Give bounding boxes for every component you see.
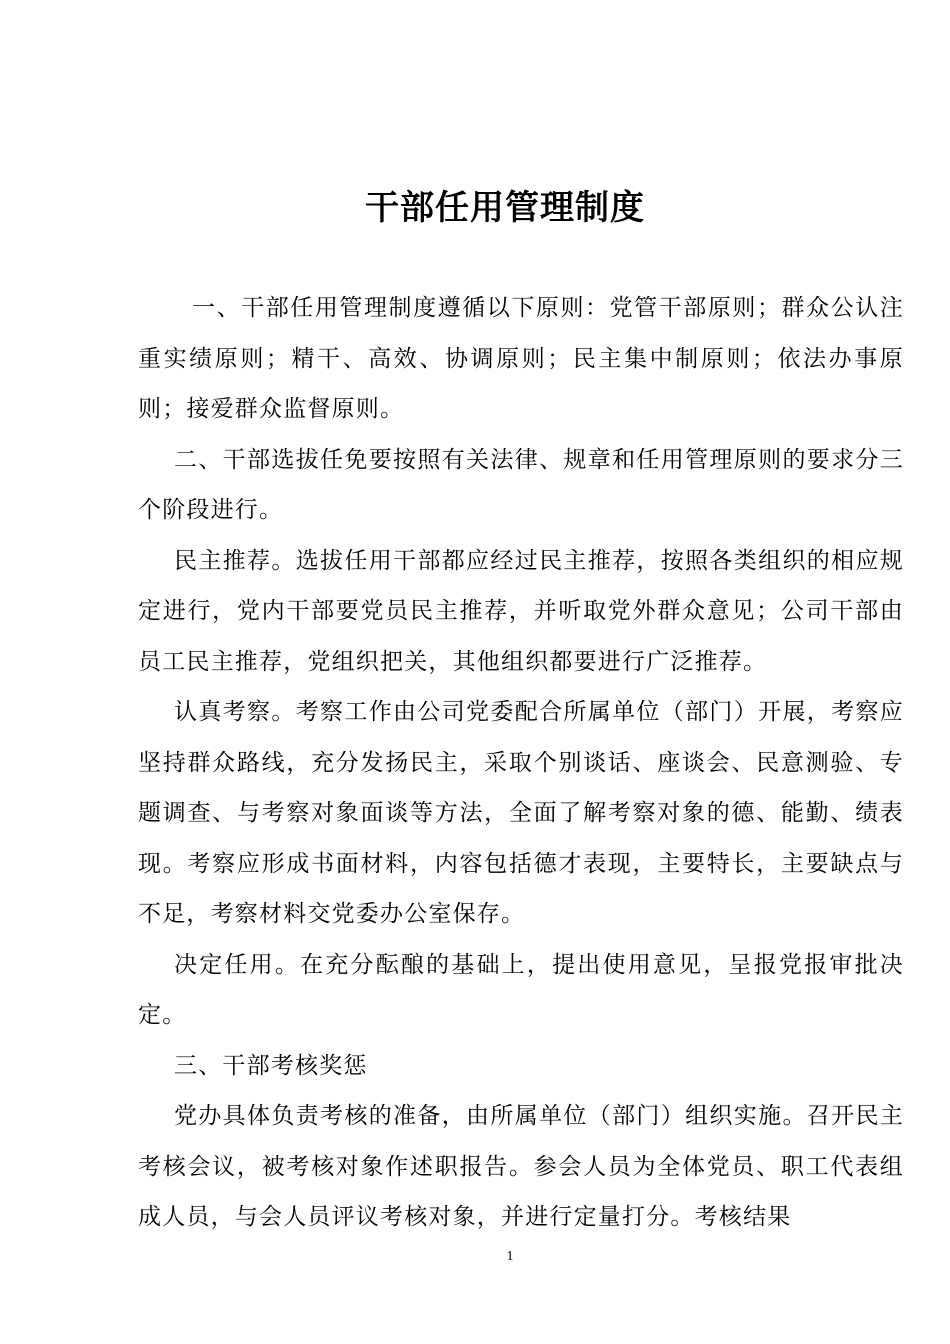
paragraph-selection-stages: 二、干部选拔任免要按照有关法律、规章和任用管理原则的要求分三个阶段进行。: [138, 446, 904, 523]
paragraph-appointment-decision: 决定任用。在充分酝酿的基础上，提出使用意见，呈报党报审批决定。: [138, 951, 904, 1028]
paragraph-section-three-heading: 三、干部考核奖惩: [174, 1052, 368, 1079]
page-number: 1: [506, 1249, 514, 1264]
paragraph-principles: 一、干部任用管理制度遵循以下原则：党管干部原则；群众公认注重实绩原则；精干、高效、协调原则；民主集中制原则；依法办事原则；接爱群众监督原则。: [138, 295, 904, 422]
paragraph-inspection: 认真考察。考察工作由公司党委配合所属单位（部门）开展，考察应坚持群众路线，充分发扬民主，采取个别谈话、座谈会、民意测验、专题调查、与考察对象面谈等方法，全面了解考察对象的德、能勤、绩表现。考察应形成书面材料，内容包括德才表现，主要特长，主要缺点与不足，考察材料交党委办公室保存。: [138, 699, 904, 927]
document-body: [138, 283, 904, 1243]
document-title: 干部任用管理制度: [365, 188, 645, 228]
paragraph-assessment: 党办具体负责考核的准备，由所属单位（部门）组织实施。召开民主考核会议，被考核对象作述职报告。参会人员为全体党员、职工代表组成人员，与会人员评议考核对象，并进行定量打分。考核结果: [138, 1103, 904, 1230]
paragraph-democratic-recommendation: 民主推荐。选拔任用干部都应经过民主推荐，按照各类组织的相应规定进行，党内干部要党员民主推荐，并听取党外群众意见；公司干部由员工民主推荐，党组织把关，其他组织都要进行广泛推荐。: [138, 547, 904, 675]
